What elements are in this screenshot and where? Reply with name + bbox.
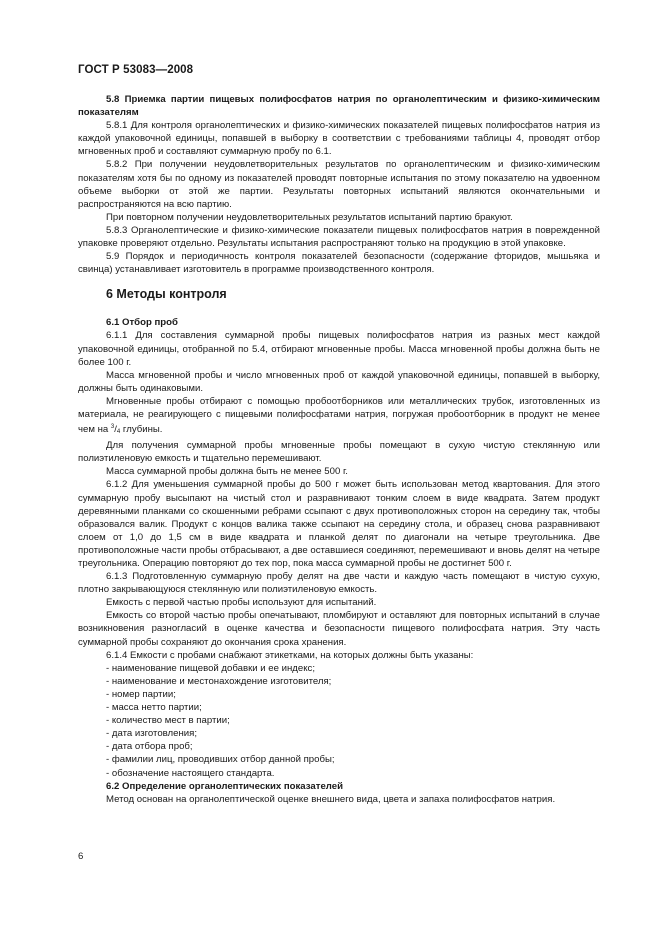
list-item: - обозначение настоящего стандарта. bbox=[106, 767, 275, 779]
paragraph-6-1-1-c: Мгновенные пробы отбирают с помощью пробоотборников или металлических трубок, изготовленных из материала, не реагирующего с пищевыми полифосфатами натрия, погружая пробоотборник в продукт не менее чем на $^3/_4$ глубины. bbox=[78, 395, 600, 436]
paragraph-6-1-3-b: Емкость с первой частью пробы используют для испытаний. bbox=[106, 597, 377, 609]
list-item: - наименование и местонахождение изготовителя; bbox=[106, 675, 332, 687]
paragraph-5-8-2: 5.8.2 При получении неудовлетворительных результатов по органолептическим и физико-химическим показателям хотя бы по одному из показателей проводят повторные испытания по этому показателю на удвоенном объеме выборки от этой же партии. Результаты повторных испытаний являются окончательными и распространяются на всю партию. bbox=[78, 159, 600, 210]
document-header: ГОСТ Р 53083—2008 bbox=[78, 64, 194, 76]
paragraph-6-1-3: 6.1.3 Подготовленную суммарную пробу делят на две части и каждую часть помещают в чистую сухую, плотно закрывающуюся стеклянную или полиэтиленовую емкость. bbox=[78, 571, 600, 596]
paragraph-6-1-2: 6.1.2 Для уменьшения суммарной пробы до 500 г может быть использован метод квартования. Для этого суммарную пробу высыпают на чистый стол и разравнивают тонким слоем в виде квадрата. Затем продукт деревянными планками со скошенными ребрами ссыпают с двух противоположных сторон на середину так, чтобы образовался валик. Продукт с концов валика также ссыпают на середину стола, и образец снова разравнивают слоем от 1,0 до 1,5 см в виде квадрата и планкой делят по диагонали на четыре треугольника. Две противоположные части пробы отбрасывают, а две оставшиеся соединяют, перемешивают и вновь делят на четыре треугольника. Операцию повторяют до тех пор, пока масса суммарной пробы не достигнет 500 г. bbox=[78, 479, 600, 569]
paragraph-6-1-1-c-end: глубины. bbox=[120, 424, 163, 436]
list-item: - фамилии лиц, проводивших отбор данной пробы; bbox=[106, 754, 335, 766]
label-items-list bbox=[78, 662, 600, 780]
paragraph-6-1-1-d: Для получения суммарной пробы мгновенные пробы помещают в сухую чистую стеклянную или полиэтиленовую емкость и тщательно перемешивают. bbox=[78, 440, 600, 465]
fraction-denominator: 4 bbox=[116, 429, 121, 436]
list-item: - дата изготовления; bbox=[106, 728, 197, 740]
paragraph-5-9: 5.9 Порядок и периодичность контроля показателей безопасности (содержание фторидов, мышьяка и свинца) устанавливает изготовитель в программе производственного контроля. bbox=[78, 251, 600, 276]
section-6-title: 6 Методы контроля bbox=[106, 287, 227, 302]
list-item: - количество мест в партии; bbox=[106, 715, 230, 727]
paragraph-6-1-1-e: Масса суммарной пробы должна быть не менее 500 г. bbox=[106, 466, 348, 478]
list-item: - масса нетто партии; bbox=[106, 702, 202, 714]
document-body bbox=[78, 93, 600, 806]
section-5-8-title: 5.8 Приемка партии пищевых полифосфатов натрия по органолептическим и физико-химическим показателям bbox=[78, 94, 600, 119]
paragraph-6-1-1: 6.1.1 Для составления суммарной пробы пищевых полифосфатов натрия из разных мест каждой упаковочной единицы, отобранной по 5.4, отбирают мгновенные пробы. Масса мгновенной пробы должна быть не более 100 г. bbox=[78, 330, 600, 368]
paragraph-6-2: Метод основан на органолептической оценке внешнего вида, цвета и запаха полифосфатов натрия. bbox=[106, 793, 556, 805]
subsection-6-2-title: 6.2 Определение органолептических показателей bbox=[106, 780, 343, 792]
paragraph-6-1-4: 6.1.4 Емкости с пробами снабжают этикетками, на которых должны быть указаны: bbox=[106, 649, 474, 661]
fraction-numerator: 3 bbox=[110, 424, 115, 431]
paragraph-5-8-1: 5.8.1 Для контроля органолептических и физико-химических показателей пищевых полифосфатов натрия из каждой упаковочной единицы, попавшей в выборку в соответствии с требованиями таблицы 4, проводят отбор мгновенных проб и составляют суммарную пробу по 6.1. bbox=[78, 120, 600, 158]
subsection-6-1-title: 6.1 Отбор проб bbox=[106, 317, 178, 329]
list-item: - наименование пищевой добавки и ее индекс; bbox=[106, 662, 316, 674]
list-item: - номер партии; bbox=[106, 688, 176, 700]
paragraph-5-8-3: 5.8.3 Органолептические и физико-химические показатели пищевых полифосфатов натрия в поврежденной упаковке проверяют отдельно. Результаты испытания распространяют только на продукцию в этой упаковке. bbox=[78, 224, 600, 250]
page-number: 6 bbox=[78, 851, 84, 862]
paragraph-6-1-3-c: Емкость со второй частью пробы опечатывают, пломбируют и оставляют для повторных испытаний в случае возникновения разногласий в оценке качества и безопасности пищевого полифосфата натрия. Эту часть суммарной пробы сохраняют до окончания срока хранения. bbox=[78, 610, 600, 648]
list-item: - дата отбора проб; bbox=[106, 741, 193, 753]
paragraph-6-1-1-c-text: Мгновенные пробы отбирают с помощью пробоотборников или металлических трубок, изготовленных из материала, не реагирующего с пищевыми полифосфатами натрия, погружая пробоотборник в продукт не менее чем на bbox=[78, 395, 600, 436]
paragraph-6-1-1-b: Масса мгновенной пробы и число мгновенных проб от каждой упаковочной единицы, попавшей в выборку, должны быть одинаковыми. bbox=[78, 369, 600, 394]
paragraph-5-8-2-b: При повторном получении неудовлетворительных результатов испытаний партию бракуют. bbox=[106, 211, 513, 223]
